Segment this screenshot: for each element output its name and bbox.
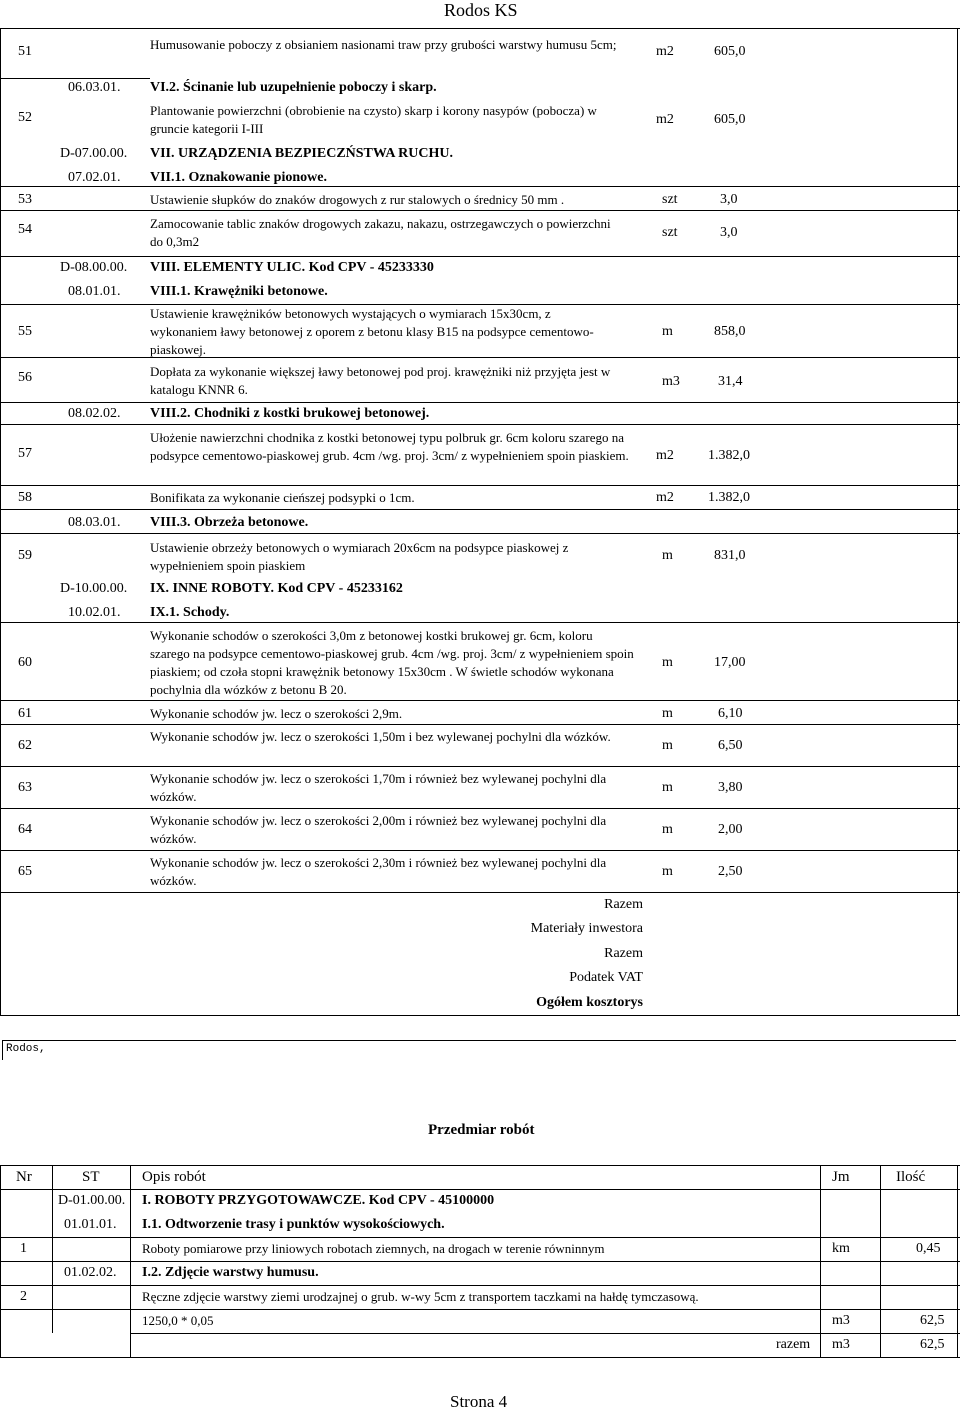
row-nr: 54 [18, 222, 32, 237]
row-divider [0, 1357, 960, 1358]
page-number: Strona 4 [450, 1392, 508, 1411]
row-desc: Ustawienie krawężników betonowych wystających o wymiarach 15x30cm, z wykonaniem ławy betonowej z oporem z betonu klasy B15 na podsypce cementowo-piaskowej. [150, 306, 594, 357]
row-desc: Wykonanie schodów jw. lecz o szerokości 2,9m. [150, 706, 403, 721]
row-divider [0, 700, 960, 701]
row-unit: km [832, 1241, 850, 1256]
przedmiar-header-bottom [0, 1189, 960, 1190]
row-nr: 61 [18, 706, 32, 721]
row-unit: m [662, 864, 673, 879]
col-header-jm: Jm [832, 1169, 850, 1185]
row-unit: m2 [656, 112, 674, 127]
row-desc: Plantowanie powierzchni (obrobienie na czysto) skarp i korony nasypów (pobocza) w gruncie kategorii I-III [150, 103, 597, 136]
row-qty: 858,0 [714, 324, 746, 339]
row-divider [0, 766, 960, 767]
row-nr: 1 [20, 1241, 27, 1256]
row-divider [0, 1261, 960, 1262]
row-unit: m3 [662, 374, 680, 389]
section-st: 07.02.01. [68, 170, 121, 185]
col-header-ilosc: Ilość [896, 1169, 926, 1185]
row-qty: 2,00 [718, 822, 743, 837]
row-nr: 53 [18, 192, 32, 207]
col-divider [880, 1165, 881, 1357]
section-title: VII.1. Oznakowanie pionowe. [150, 170, 327, 185]
row-unit: m [662, 822, 673, 837]
row-qty: 3,80 [718, 780, 743, 795]
footer-box-left [2, 1040, 3, 1060]
row-unit: m2 [656, 448, 674, 463]
col-divider [52, 1165, 53, 1333]
row-divider [0, 724, 960, 725]
footer-box [2, 1040, 956, 1042]
row-qty: 6,50 [718, 738, 743, 753]
col-divider [130, 1165, 131, 1357]
row-divider [0, 256, 960, 257]
section-st: D-10.00.00. [60, 581, 128, 596]
summary-total: Ogółem kosztorys [536, 995, 643, 1010]
section-title: VIII.2. Chodniki z kostki brukowej betonowej. [150, 406, 430, 421]
section-st: 01.02.02. [64, 1265, 117, 1280]
row-divider [0, 509, 960, 510]
col-header-nr: Nr [16, 1169, 32, 1185]
row-unit: szt [662, 225, 678, 240]
row-qty: 62,5 [920, 1337, 945, 1352]
col-divider [957, 1165, 958, 1357]
section-title: I. ROBOTY PRZYGOTOWAWCZE. Kod CPV - 45100000 [142, 1193, 495, 1208]
row-qty: 2,50 [718, 864, 743, 879]
row-qty: 62,5 [920, 1313, 945, 1328]
footer-company: Rodos, [6, 1043, 46, 1055]
row-divider [0, 402, 960, 403]
row-unit: m3 [832, 1337, 850, 1352]
row-unit: m [662, 780, 673, 795]
section-title: I.1. Odtworzenie trasy i punktów wysokościowych. [142, 1217, 445, 1232]
row-divider [0, 186, 960, 187]
col-header-st: ST [82, 1169, 100, 1185]
section-title: VI.2. Ścinanie lub uzupełnienie poboczy i skarp. [150, 80, 437, 95]
row-nr: 59 [18, 548, 32, 563]
row-divider [0, 210, 960, 211]
row-qty: 1.382,0 [708, 448, 750, 463]
row-nr: 62 [18, 738, 32, 753]
row-qty: 605,0 [714, 112, 746, 127]
row-divider [0, 485, 960, 486]
row-divider [0, 424, 960, 425]
row-desc: Wykonanie schodów jw. lecz o szerokości 2,30m i również bez wylewanej pochylni dla wózków. [150, 855, 607, 888]
row-unit: m2 [656, 44, 674, 59]
row-qty: 3,0 [720, 225, 738, 240]
row-nr: 52 [18, 110, 32, 125]
section-st: 06.03.01. [68, 80, 121, 95]
row-unit: m [662, 548, 673, 563]
section-title: VIII.1. Krawężniki betonowe. [150, 284, 328, 299]
table-bottom-border [0, 1015, 960, 1016]
row-unit: m [662, 738, 673, 753]
row-divider [0, 850, 960, 851]
row-unit: m [662, 706, 673, 721]
row-desc: Ustawienie słupków do znaków drogowych z rur stalowych o średnicy 50 mm . [150, 192, 565, 207]
row-nr: 60 [18, 655, 32, 670]
row-nr: 57 [18, 446, 32, 461]
row-unit: m [662, 324, 673, 339]
row-desc: Dopłata za wykonanie większej ławy betonowej pod proj. krawężniki niż przyjęta jest w katalogu KNNR 6. [150, 364, 611, 397]
row-unit: m3 [832, 1313, 850, 1328]
razem-label: razem [776, 1337, 811, 1352]
section-st: 08.02.02. [68, 406, 121, 421]
row-qty: 831,0 [714, 548, 746, 563]
row-nr: 58 [18, 490, 32, 505]
col-divider [0, 1165, 1, 1357]
table-top-border [0, 28, 960, 29]
row-qty: 1.382,0 [708, 490, 750, 505]
section-title: VIII. ELEMENTY ULIC. Kod CPV - 45233330 [150, 260, 434, 275]
section-st: 08.03.01. [68, 515, 121, 530]
row-divider [0, 78, 150, 79]
przedmiar-title: Przedmiar robót [428, 1122, 535, 1138]
row-divider [0, 533, 960, 534]
section-st: 08.01.01. [68, 284, 121, 299]
row-unit: m2 [656, 490, 674, 505]
summary-razem-2: Razem [604, 946, 643, 961]
summary-materialy: Materiały inwestora [530, 921, 643, 936]
calc-expression: 1250,0 * 0,05 [142, 1313, 214, 1328]
page-header-title: Rodos KS [444, 0, 518, 20]
row-divider [0, 892, 960, 893]
section-title: VIII.3. Obrzeża betonowe. [150, 515, 309, 530]
col-divider-right [957, 28, 958, 1015]
row-divider [0, 1237, 960, 1238]
row-desc: Wykonanie schodów jw. lecz o szerokości 1,70m i również bez wylewanej pochylni dla wózków. [150, 771, 607, 804]
row-desc: Zamocowanie tablic znaków drogowych zakazu, nakazu, ostrzegawczych o powierzchni do 0,3m2 [150, 216, 611, 249]
row-qty: 17,00 [714, 655, 746, 670]
row-qty: 6,10 [718, 706, 743, 721]
row-desc: Wykonanie schodów jw. lecz o szerokości 2,00m i również bez wylewanej pochylni dla wózków. [150, 813, 607, 846]
section-st: 01.01.01. [64, 1217, 117, 1232]
row-qty: 3,0 [720, 192, 738, 207]
row-desc: Humusowanie poboczy z obsianiem nasionami traw przy grubości warstwy humusu 5cm; [150, 37, 617, 52]
row-desc: Ułożenie nawierzchni chodnika z kostki betonowej typu polbruk gr. 6cm koloru szarego na podsypce cementowo-piaskowej grub. 4cm /wg. proj. 3cm/ z wypełnieniem spoin piaskiem. [150, 430, 629, 463]
row-nr: 55 [18, 324, 32, 339]
row-divider [0, 1285, 960, 1286]
section-title: IX.1. Schody. [150, 605, 230, 620]
row-desc: Bonifikata za wykonanie cieńszej podsypki o 1cm. [150, 490, 415, 505]
summary-vat: Podatek VAT [569, 970, 643, 985]
row-desc: Wykonanie schodów o szerokości 3,0m z betonowej kostki brukowej gr. 6cm, koloru szarego na podsypce cementowo-piaskowej grub. 4cm /wg. proj. 3cm/ z wypełnieniem spoin piaskiem; od czoła stopni krawężnik betonowy 15x30cm . W świetle schodów wykonana pochylnia dla wózków z betonu B 20. [150, 628, 634, 697]
row-divider [0, 622, 960, 623]
row-desc: Wykonanie schodów jw. lecz o szerokości 1,50m i bez wylewanej pochylni dla wózków. [150, 729, 611, 744]
section-st: D-08.00.00. [60, 260, 128, 275]
col-divider-left [0, 28, 1, 1015]
row-nr: 63 [18, 780, 32, 795]
col-header-opis: Opis robót [142, 1169, 206, 1185]
row-nr: 65 [18, 864, 32, 879]
row-unit: szt [662, 192, 678, 207]
row-desc: Roboty pomiarowe przy liniowych robotach ziemnych, na drogach w terenie równinnym [142, 1241, 605, 1256]
row-divider [0, 808, 960, 809]
row-qty: 31,4 [718, 374, 743, 389]
row-divider [130, 1333, 960, 1334]
section-st: D-01.00.00. [58, 1193, 126, 1208]
row-qty: 605,0 [714, 44, 746, 59]
col-divider [820, 1165, 821, 1357]
section-st: 10.02.01. [68, 605, 121, 620]
section-title: I.2. Zdjęcie warstwy humusu. [142, 1265, 319, 1280]
section-st: D-07.00.00. [60, 146, 128, 161]
row-nr: 2 [20, 1289, 27, 1304]
summary-razem: Razem [604, 897, 643, 912]
section-title: IX. INNE ROBOTY. Kod CPV - 45233162 [150, 581, 403, 596]
przedmiar-header-top [0, 1165, 960, 1166]
row-desc: Ustawienie obrzeży betonowych o wymiarach 20x6cm na podsypce piaskowej z wypełnieniem spoin piaskiem [150, 540, 569, 573]
row-unit: m [662, 655, 673, 670]
row-desc: Ręczne zdjęcie warstwy ziemi urodzajnej o grub. w-wy 5cm z transportem taczkami na hałdę tymczasową. [142, 1289, 699, 1304]
section-title: VII. URZĄDZENIA BEZPIECZŃSTWA RUCHU. [150, 146, 454, 161]
row-divider [0, 1309, 960, 1310]
row-nr: 64 [18, 822, 32, 837]
row-qty: 0,45 [916, 1241, 941, 1256]
row-nr: 56 [18, 370, 32, 385]
row-nr: 51 [18, 44, 32, 59]
